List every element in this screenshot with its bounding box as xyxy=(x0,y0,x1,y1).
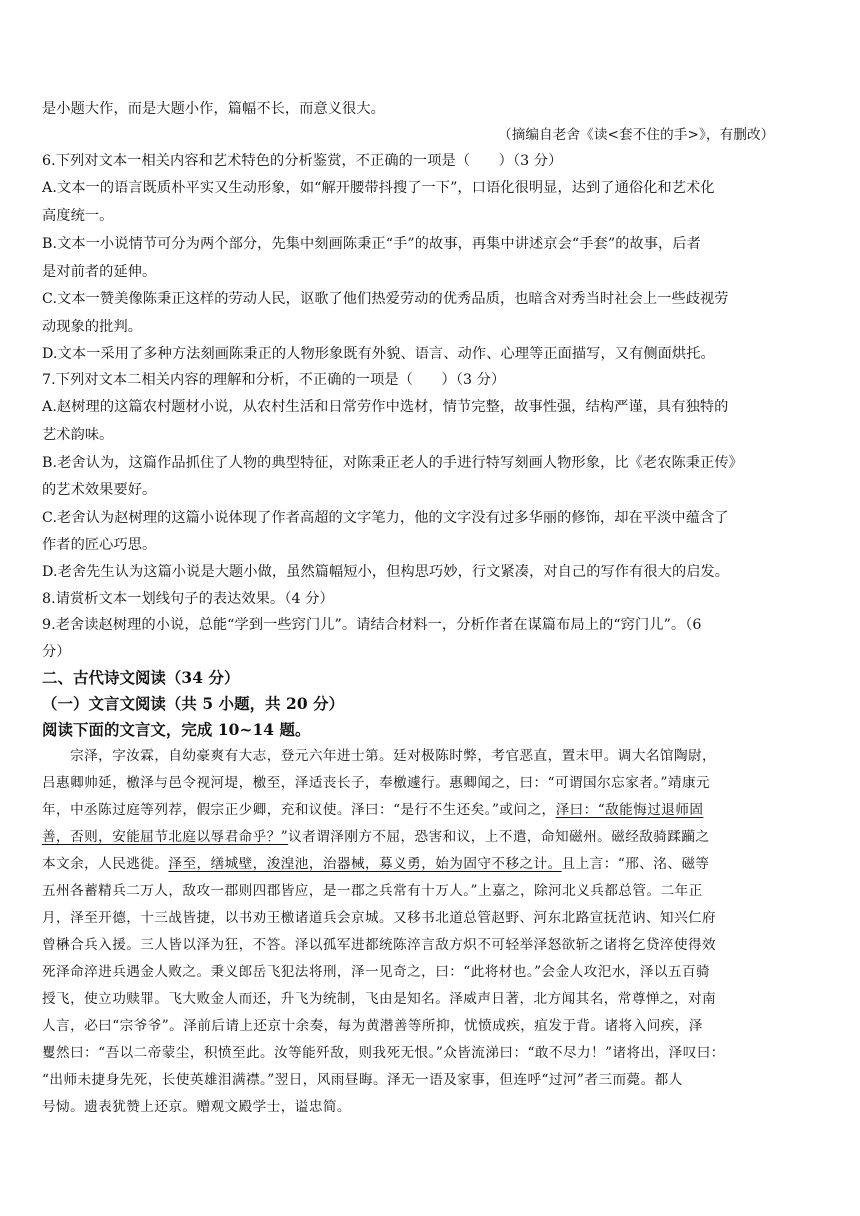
underlined-sentence-2: 泽至，缮城壁，浚湟池，治器械，募义勇，始为固守不移之计。 xyxy=(168,856,562,872)
q7-option-c-line1: C.老舍认为赵树理的这篇小说体现了作者高超的文字笔力，他的文字没有过多华丽的修饰，却在平淡中蕴含了 xyxy=(42,510,729,526)
q7-option-a-line1: A.赵树理的这篇农村题材小说，从农村生活和日常劳作中选材，情节完整，故事性强，结构严谨，具有独特的 xyxy=(42,399,729,415)
q6-option-a-line1: A.文本一的语言既质朴平实又生动形象，如“解开腰带抖搜了一下”，口语化很明显，达到了通俗化和艺术化 xyxy=(42,180,715,196)
question-8: 8.请赏析文本一划线句子的表达效果。（4 分） xyxy=(42,591,334,607)
classical-text-line: 人言，必曰“宗爷爷”。泽前后请上还京十余奏，每为黄潜善等所抑，忧愤成疾，疽发于背。诸将入问疾，泽 xyxy=(42,1018,703,1034)
classical-text-line: 月，泽至开德，十三战皆捷，以书劝王檄诸道兵会京城。又移书北道总管赵野、河东北路宣抚范讷、知兴仁府 xyxy=(42,910,717,926)
section-heading: 二、古代诗文阅读（34 分） xyxy=(42,669,240,687)
question-9-line2: 分） xyxy=(42,644,71,660)
classical-text-line: 吕惠卿帅延，檄泽与邑令视河堤，檄至，泽适丧长子，奉檄遽行。惠卿闻之，曰：“可谓国尔忘家者。”靖康元 xyxy=(42,775,711,791)
q7-option-b-line2: 的艺术效果要好。 xyxy=(42,482,157,498)
classical-text-line: 矍然曰：“吾以二帝蒙尘，积愤至此。汝等能歼敌，则我死无恨。”众皆流涕曰：“敢不尽力！”诸将出，泽叹曰： xyxy=(42,1045,725,1061)
question-9-line1: 9.老舍读赵树理的小说，总能“学到一些窍门儿”。请结合材料一，分析作者在谋篇布局上的“窍门儿”。（6 xyxy=(42,617,702,633)
text-segment: 年，中丞陈过庭等列荐，假宗正少卿，充和议使。泽曰：“是行不生还矣。”或问之， xyxy=(42,802,556,818)
classical-text-line: 五州各蓄精兵二万人，敌攻一郡则四郡皆应，是一郡之兵常有十万人。”上嘉之，除河北义兵都总管。二年正 xyxy=(42,883,703,899)
underlined-sentence-1b: 善，否则，安能屈节北庭以辱君命乎？” xyxy=(42,829,289,845)
q7-option-b-line1: B.老舍认为，这篇作品抓住了人物的典型特征，对陈秉正老人的手进行特写刻画人物形象，比《老农陈秉正传》 xyxy=(42,455,743,471)
q6-option-b-line1: B.文本一小说情节可分为两个部分，先集中刻画陈秉正“手”的故事，再集中讲述京会“手套”的故事，后者 xyxy=(42,236,701,252)
classical-text-line: 死泽命淬进兵遇金人败之。秉义郎岳飞犯法将刑，泽一见奇之，曰：“此将材也。”会金人攻汜水，泽以五百骑 xyxy=(42,964,711,980)
q7-option-c-line2: 作者的匠心巧思。 xyxy=(42,537,157,553)
reading-instruction: 阅读下面的文言文，完成 10~14 题。 xyxy=(42,721,311,739)
question-6-stem: 6.下列对文本一相关内容和艺术特色的分析鉴赏，不正确的一项是（ ）（3 分） xyxy=(42,153,563,169)
classical-text-line: 授飞，使立功赎罪。飞大败金人而还，升飞为统制，飞由是知名。泽威声日著，北方闻其名，常尊惮之，对南 xyxy=(42,991,717,1007)
text-segment: 本文余，人民逃徙。 xyxy=(42,856,169,872)
question-7-stem: 7.下列对文本二相关内容的理解和分析，不正确的一项是（ ）（3 分） xyxy=(42,372,506,388)
classical-text-line: 号恸。遗表犹赞上还京。赠观文殿学士，谥忠简。 xyxy=(42,1099,351,1115)
q6-option-c-line2: 动现象的批判。 xyxy=(42,319,143,335)
passage-end-line: 是小题大作，而是大题小作，篇幅不长，而意义很大。 xyxy=(42,101,385,117)
classical-text-line xyxy=(42,800,822,820)
classical-text-line: 宗泽，字汝霖，自幼豪爽有大志，登元六年进士第。廷对极陈时弊，考官恶直，置末甲。调大名馆陶尉， xyxy=(42,748,717,764)
text-segment: 议者谓泽刚方不屈，恐害和议，上不遣，命知磁州。磁经敌骑蹂躏之 xyxy=(288,829,710,845)
source-citation: （摘编自老舍《读<套不住的手>》，有删改） xyxy=(498,127,775,143)
q6-option-a-line2: 高度统一。 xyxy=(42,208,114,224)
classical-text-line xyxy=(42,827,822,847)
subsection-heading: （一）文言文阅读（共 5 小题，共 20 分） xyxy=(42,695,345,713)
q7-option-a-line2: 艺术韵味。 xyxy=(42,427,114,443)
underlined-sentence-1a: 泽曰：“敌能悔过退师固 xyxy=(555,802,704,818)
q6-option-b-line2: 是对前者的延伸。 xyxy=(42,264,157,280)
classical-text-line: 曾楙合兵入援。三人皆以泽为狂，不答。泽以孤军进都统陈淬言敌方炽不可轻举泽怒欲斩之诸将乞贷淬使得效 xyxy=(42,937,717,953)
q6-option-d: D.文本一采用了多种方法刻画陈秉正的人物形象既有外貌、语言、动作、心理等正面描写，又有侧面烘托。 xyxy=(42,346,715,362)
q7-option-d: D.老舍先生认为这篇小说是大题小做，虽然篇幅短小，但构思巧妙，行文紧凑，对自己的写作有很大的启发。 xyxy=(42,564,730,580)
q6-option-c-line1: C.文本一赞美像陈秉正这样的劳动人民，讴歌了他们热爱劳动的优秀品质，也暗含对秀当时社会上一些歧视劳 xyxy=(42,291,729,307)
classical-text-line xyxy=(42,854,822,874)
text-segment: 且上言：“邢、洺、磁等 xyxy=(561,856,710,872)
classical-text-line: “出师未捷身先死，长使英雄泪满襟。”翌日，风雨昼晦。泽无一语及家事，但连呼“过河”者三而薨。都人 xyxy=(42,1072,683,1088)
